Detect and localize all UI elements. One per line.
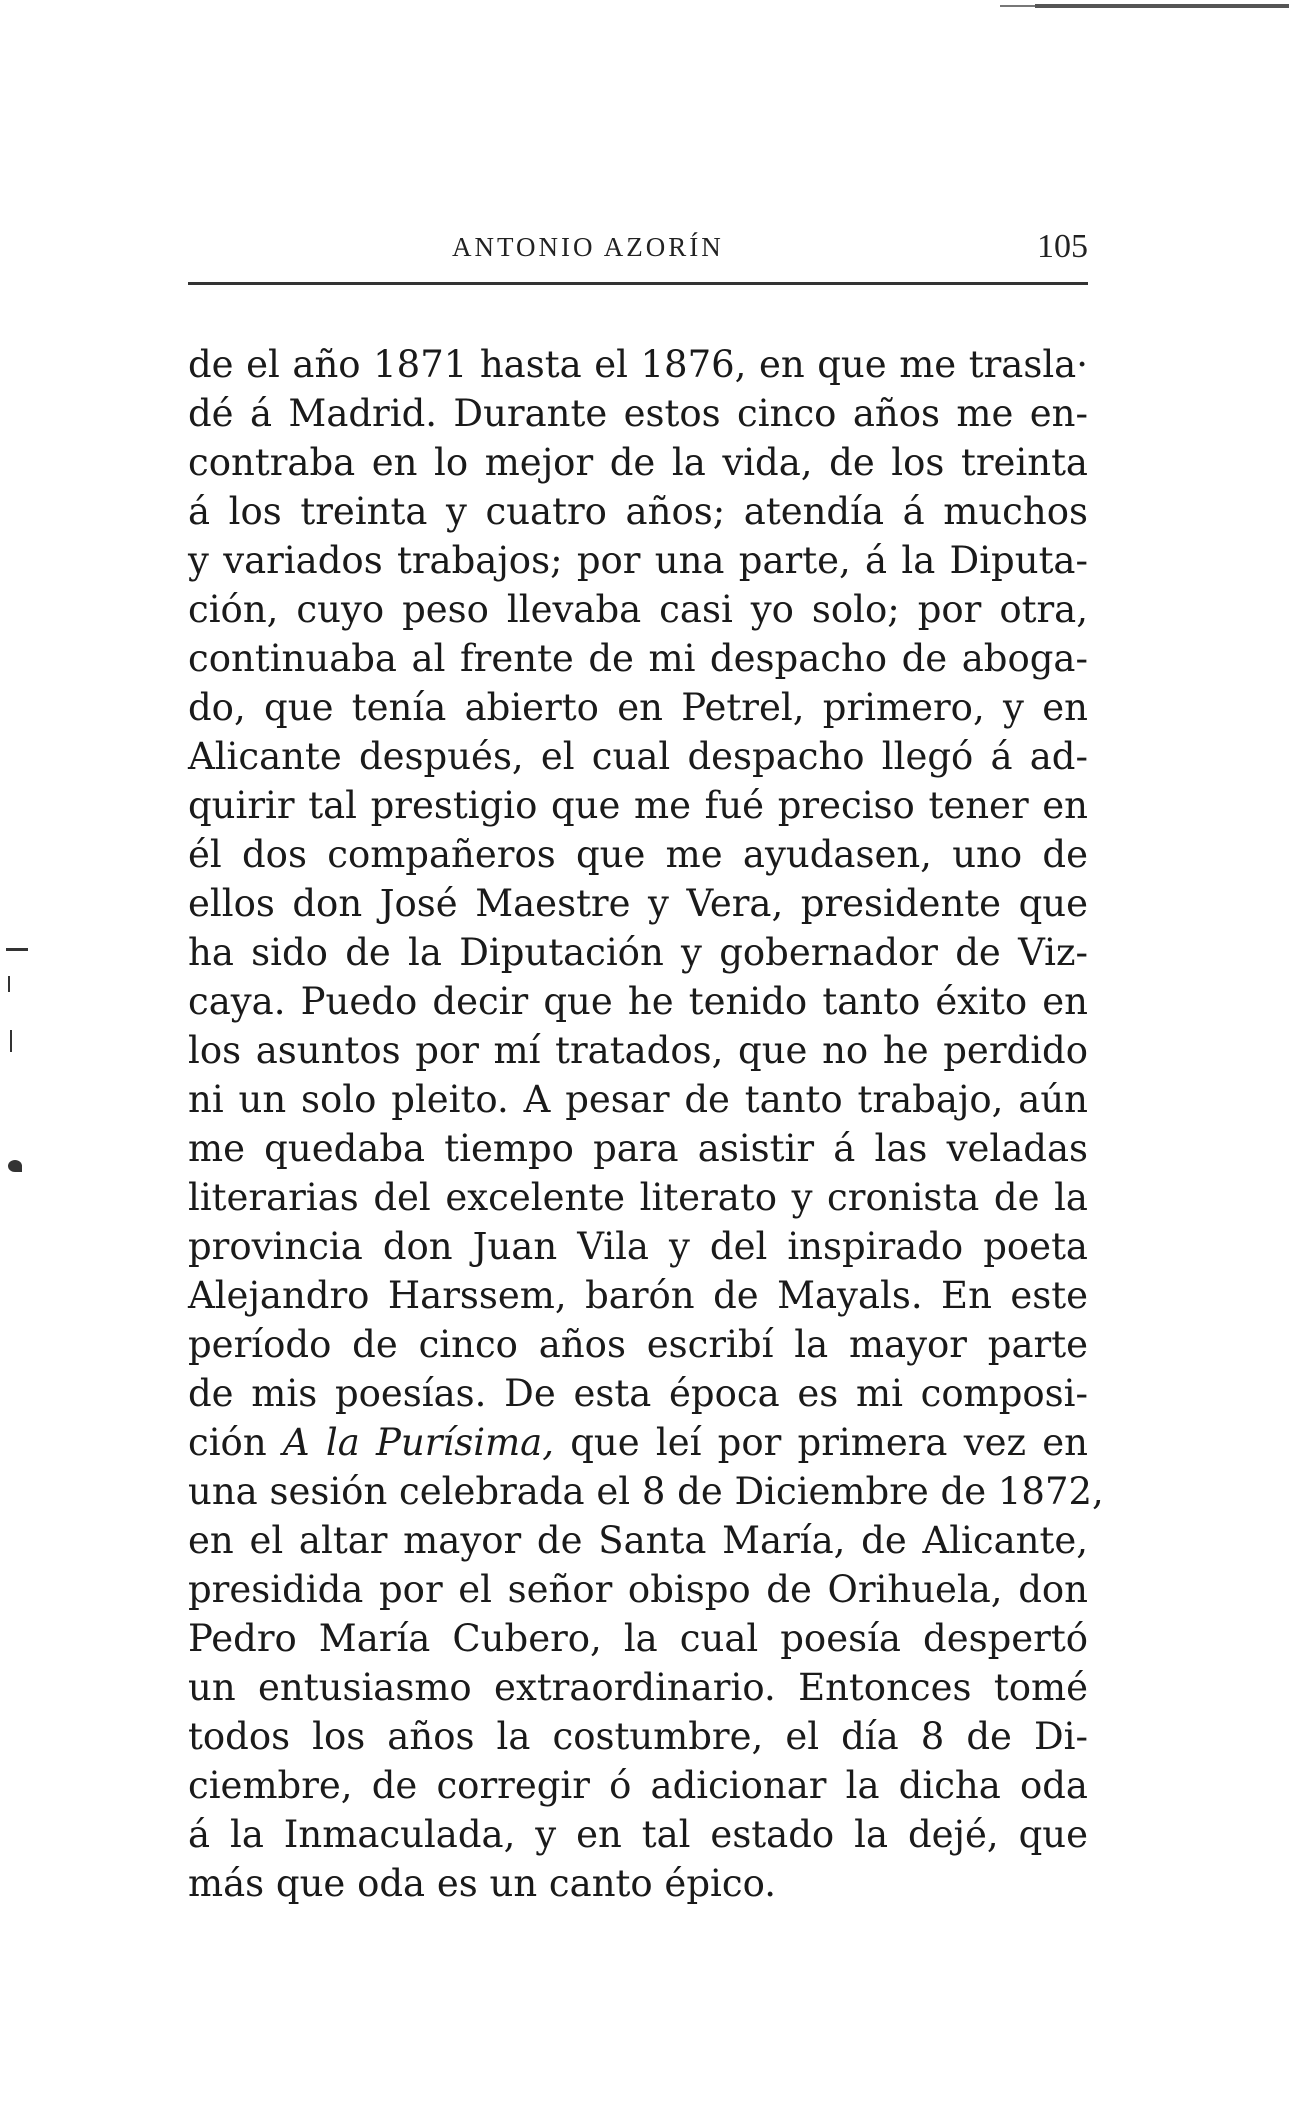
- text-line: continuaba al frente de mi despacho de aboga-: [188, 637, 1088, 680]
- header-rule: [188, 282, 1088, 285]
- text-line: ni un solo pleito. A pesar de tanto trabajo, aún: [188, 1078, 1088, 1121]
- page-header: [188, 228, 1088, 276]
- page-number: 105: [1037, 228, 1088, 265]
- text-line: de el año 1871 hasta el 1876, en que me trasla·: [188, 343, 1088, 386]
- text-line: Pedro María Cubero, la cual poesía despertó: [188, 1617, 1088, 1660]
- text-line: presidida por el señor obispo de Orihuela, don: [188, 1568, 1088, 1611]
- text-line: los asuntos por mí tratados, que no he perdido: [188, 1029, 1088, 1072]
- text-line: ción, cuyo peso llevaba casi yo solo; por otra,: [188, 588, 1088, 631]
- scan-edge-rule: [1035, 4, 1289, 8]
- text-line: caya. Puedo decir que he tenido tanto éxito en: [188, 980, 1088, 1023]
- text-line: [188, 1418, 1088, 1467]
- text-line: provincia don Juan Vila y del inspirado poeta: [188, 1225, 1088, 1268]
- text-line: ellos don José Maestre y Vera, presidente que: [188, 882, 1088, 925]
- text-line: quirir tal prestigio que me fué preciso tener en: [188, 784, 1088, 827]
- text-line: ciembre, de corregir ó adicionar la dicha oda: [188, 1764, 1088, 1807]
- text-line: á la Inmaculada, y en tal estado la dejé, que: [188, 1813, 1088, 1856]
- text-line: contraba en lo mejor de la vida, de los treinta: [188, 441, 1088, 484]
- margin-mark: [8, 976, 10, 992]
- text-line: dé á Madrid. Durante estos cinco años me en-: [188, 392, 1088, 435]
- text-line: á los treinta y cuatro años; atendía á muchos: [188, 490, 1088, 533]
- text-line: más que oda es un canto épico.: [188, 1862, 776, 1905]
- text-line: do, que tenía abierto en Petrel, primero, y en: [188, 686, 1088, 729]
- text-line: todos los años la costumbre, el día 8 de Di-: [188, 1715, 1088, 1758]
- text-line: período de cinco años escribí la mayor parte: [188, 1323, 1088, 1366]
- margin-mark: [10, 1030, 12, 1052]
- text-line: un entusiasmo extraordinario. Entonces tomé: [188, 1666, 1088, 1709]
- text-line: una sesión celebrada el 8 de Diciembre de 1872,: [188, 1470, 1104, 1513]
- poem-title: A la Purísima,: [282, 1421, 554, 1464]
- text-line: me quedaba tiempo para asistir á las veladas: [188, 1127, 1088, 1170]
- text-segment: ción: [188, 1421, 283, 1464]
- text-segment: que leí por primera vez en: [553, 1421, 1088, 1464]
- text-line: Alejandro Harssem, barón de Mayals. En este: [188, 1274, 1088, 1317]
- text-line: en el altar mayor de Santa María, de Alicante,: [188, 1519, 1088, 1562]
- running-title: ANTONIO AZORÍN: [452, 232, 724, 262]
- margin-mark: [6, 948, 28, 951]
- text-line: y variados trabajos; por una parte, á la Diputa-: [188, 539, 1088, 582]
- text-line: ha sido de la Diputación y gobernador de Viz-: [188, 931, 1088, 974]
- text-line: él dos compañeros que me ayudasen, uno de: [188, 833, 1088, 876]
- body-text: [188, 340, 1104, 1908]
- margin-mark: [8, 1160, 22, 1172]
- text-line: Alicante después, el cual despacho llegó á ad-: [188, 735, 1088, 778]
- text-line: literarias del excelente literato y cronista de la: [188, 1176, 1088, 1219]
- text-line: de mis poesías. De esta época es mi composi-: [188, 1372, 1088, 1415]
